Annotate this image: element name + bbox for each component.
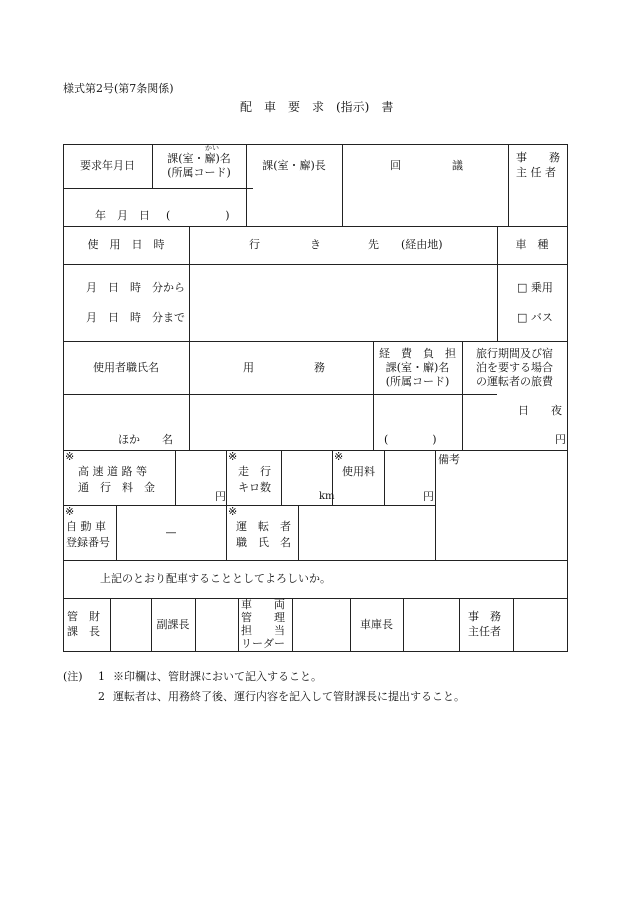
- distance-label-2: キロ数: [238, 481, 271, 494]
- leader-label-4: リーダー: [241, 637, 285, 650]
- distance-label-1: 走 行: [238, 465, 271, 478]
- highway-label-2: 通 行 料 金: [78, 481, 155, 494]
- purpose-label-b: 務: [314, 361, 325, 374]
- highway-yen: 円: [215, 490, 226, 503]
- mgr-label-1: 事 務: [468, 610, 501, 623]
- time-from[interactable]: 月 日 時 分から: [86, 281, 185, 294]
- highway-label-1: 高 速 道 路 等: [78, 465, 147, 478]
- mgr-label-2: 主任者: [468, 625, 501, 638]
- destination-label-b: き: [310, 238, 321, 251]
- leader-label-1: 車 両: [241, 598, 285, 611]
- mark-car-reg: ※: [65, 505, 75, 518]
- cost-code-fill[interactable]: ( ): [384, 433, 437, 446]
- approval-text: 上記のとおり配車することとしてよろしいか。: [100, 572, 331, 585]
- dept-chief-label: 課(室・廨)長: [262, 159, 326, 172]
- option-passenger-checkbox[interactable]: □ 乗用: [517, 281, 553, 294]
- option-bus-checkbox[interactable]: □ バス: [517, 311, 553, 324]
- travel-label-1: 旅行期間及び宿: [476, 347, 553, 360]
- circulation-label-left: 回: [390, 159, 401, 172]
- dept-code-fill[interactable]: ( ): [166, 209, 230, 222]
- car-reg-label-1: 自 動 車: [66, 520, 106, 533]
- fin-chief-label-1: 管 財: [67, 610, 100, 623]
- leader-label-2: 管 理: [241, 611, 285, 624]
- user-name-label: 使用者職氏名: [93, 361, 159, 374]
- distance-km: km: [319, 491, 335, 502]
- destination-label-a: 行: [249, 238, 260, 251]
- circulation-label-right: 議: [452, 159, 463, 172]
- mark-highway: ※: [65, 450, 75, 463]
- others-count[interactable]: ほか 名: [118, 433, 173, 446]
- note-2-number: 2: [98, 690, 105, 703]
- travel-label-2: 泊を要する場合: [476, 361, 553, 374]
- vice-chief-label: 副課長: [156, 618, 190, 631]
- fin-chief-label-2: 課 長: [67, 625, 100, 638]
- usage-yen: 円: [423, 490, 434, 503]
- vehicle-type-label: 車 種: [515, 238, 549, 251]
- dept-code-label: (所属コード): [167, 166, 231, 179]
- car-reg-label-2: 登録番号: [66, 536, 110, 549]
- cost-dept-label-2: 課(室・廨)名: [385, 361, 450, 374]
- date-fill[interactable]: 年 月 日: [95, 209, 150, 222]
- notes-label: (注): [63, 670, 83, 683]
- purpose-label-a: 用: [243, 361, 254, 374]
- garage-chief-label: 車庫長: [360, 618, 393, 631]
- form-number: 様式第2号(第7条関係): [63, 82, 174, 95]
- form-title: 配 車 要 求 (指示) 書: [240, 100, 394, 114]
- note-1-number: 1: [98, 670, 105, 683]
- time-until[interactable]: 月 日 時 分まで: [86, 311, 185, 324]
- driver-label-2: 職 氏 名: [236, 536, 291, 549]
- dept-name-label: 課(室・廨)名: [167, 152, 231, 165]
- cost-dept-label-3: (所属コード): [385, 375, 450, 388]
- route-label: (経由地): [401, 238, 443, 251]
- datetime-label: 使 用 日 時: [87, 238, 165, 251]
- dept-ruby: かい: [205, 144, 219, 152]
- request-date-label: 要求年月日: [80, 159, 135, 172]
- manager-label-line2: 主 任 者: [516, 166, 556, 179]
- driver-label-1: 運 転 者: [236, 520, 291, 533]
- usage-fee-label: 使用料: [342, 465, 375, 478]
- car-reg-dash[interactable]: —: [165, 526, 177, 539]
- manager-label-line1: 事 務: [516, 151, 560, 164]
- remarks-label: 備考: [438, 453, 460, 466]
- destination-label-c: 先: [368, 238, 379, 251]
- note-2-text: 運転者は、用務終了後、運行内容を記入して管財課長に提出すること。: [113, 690, 465, 703]
- note-1-text: ※印欄は、管財課において記入すること。: [113, 670, 322, 683]
- cost-dept-label-1: 経 費 負 担: [379, 347, 456, 360]
- mark-usage: ※: [334, 450, 344, 463]
- days-nights[interactable]: 日 夜: [518, 404, 562, 417]
- travel-yen: 円: [555, 433, 566, 446]
- travel-label-3: の運転者の旅費: [476, 375, 553, 388]
- mark-distance: ※: [228, 450, 238, 463]
- leader-label-3: 担 当: [241, 624, 285, 637]
- mark-driver: ※: [228, 505, 238, 518]
